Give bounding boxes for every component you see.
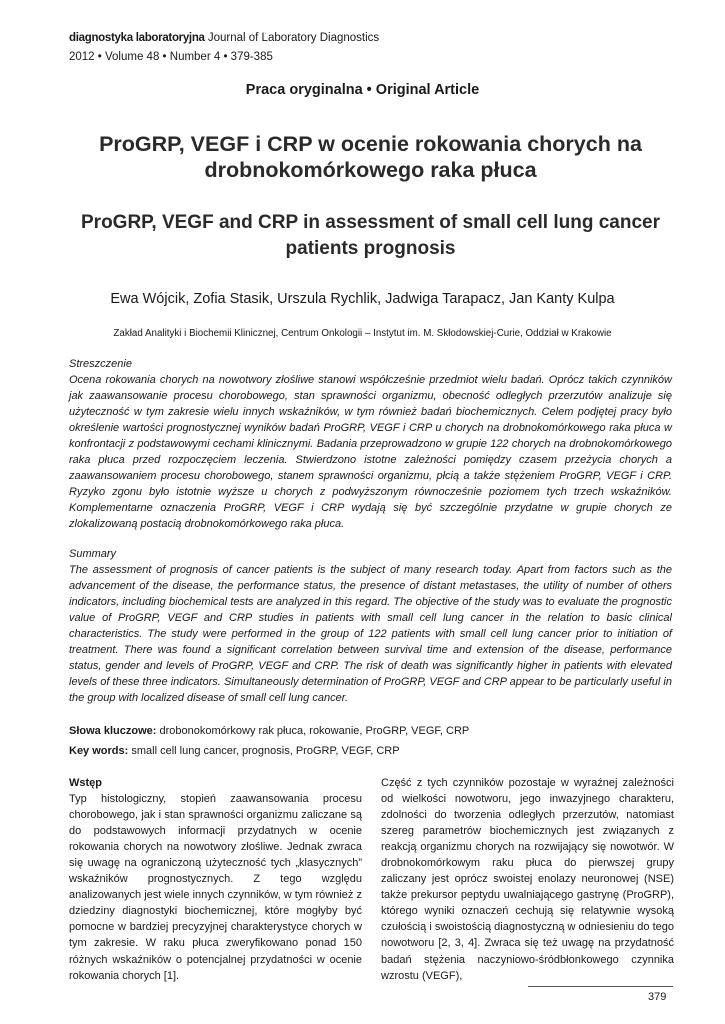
keywords-en-label: Key words: [69, 745, 129, 757]
body-text-right: Część z tych czynników pozostaje w wyraźnej zależności od wielkości nowotworu, jego inwazyjnego charakteru, zdolności do tworzenia odległych przerzutów, natomiast szereg parametrów biochemicznych jest związanych z reakcją organizmu chorych na rozwijający się nowotwór. W drobnokomórkowym raku płuca do pierwszej grupy zaliczany jest oprócz swoistej enolazy neuronowej (NSE) także prekursor peptydu uwalniającego gastrynę (ProGRP), którego wyniki oznaczeń cechują się relatywnie wysoką czułością i swoistością diagnostyczną w odniesieniu do tego nowotworu [2, 3, 4]. Zwraca się też uwagę na przydatność badań stężenia naczyniowo-śródbłonkowego czynnika wzrostu (VEGF), [381, 777, 674, 982]
abstract-pl-text: Ocena rokowania chorych na nowotwory złośliwe stanowi współcześnie przedmiot wielu badań. Oprócz takich czynników jak zaawansowanie procesu chorobowego, stan sprawności organizmu, obecność odległych przerzutów analizuje się użyteczność w tym zakresie wielu innych wskaźników, w tym również badań biochemicznych. Celem podjętej pracy było określenie wartości prognostycznej wyników badań ProGRP, VEGF i CRP u chorych na drobnokomórkowego raka płuca w konfrontacji z podstawowymi cechami klinicznymi. Badania przeprowadzono w grupie 122 chorych na drobnokomórkowego raka płuca przed rozpoczęciem leczenia. Stwierdzono istotne zależności pomiędzy czasem przeżycia chorych a zaawansowaniem procesu chorobowego, stanem sprawności organizmu, płcią a także stężeniem ProGRP, VEGF i CRP. Ryzyko zgonu było istotnie wyższe u chorych z podwyższonym równocześnie poziomem tych trzech wskaźników. Komplementarne oznaczenia ProGRP, VEGF i CRP wydają się być szczególnie przydatne w grupie chorych ze zlokalizowaną postacią drobnokomórkowego raka płuca. [69, 374, 672, 530]
body-column-left [69, 775, 362, 984]
page-number: 379 [648, 991, 667, 1003]
body-column-right [381, 775, 674, 984]
authors: Ewa Wójcik, Zofia Stasik, Urszula Rychlik, Jadwiga Tarapacz, Jan Kanty Kulpa [110, 291, 615, 307]
affiliation: Zakład Analityki i Biochemii Klinicznej, Centrum Onkologii – Instytut im. M. Skłodowskiej-Curie, Oddział w Krakowie [113, 328, 612, 339]
keywords-polish [69, 723, 672, 739]
keywords-pl-value: drobonokomórkowy rak płuca, rokowanie, ProGRP, VEGF, CRP [159, 725, 470, 737]
section-heading: Wstęp [69, 777, 102, 789]
title-polish: ProGRP, VEGF i CRP w ocenie rokowania chorych na drobnokomórkowego raka płuca [99, 132, 642, 182]
footer-rule [528, 986, 673, 987]
keywords-pl-label: Słowa kluczowe: [69, 725, 157, 737]
abstract-en-heading: Summary [69, 548, 117, 560]
journal-header [69, 30, 379, 47]
keywords-english [69, 743, 672, 759]
abstract-pl-heading: Streszczenie [69, 358, 132, 370]
abstract-en-text: The assessment of prognosis of cancer patients is the subject of many research today. Apart from factors such as the advancement of the disease, the performance status, the presence of distant metastases, the utility of number of others indicators, including biochemical tests are analyzed in this regard. The objective of the study was to evaluate the prognostic value of ProGRP, VEGF and CRP studies in patients with small cell lung cancer in the relation to basic clinical characteristics. The study were performed in the group of 122 patients with small cell lung cancer prior to initiation of treatment. There was found a significant correlation between survival time and extension of the disease, performance status, gender and levels of ProGRP, VEGF and CRP. The risk of death was significantly higher in patients with elevated levels of these three indicators. Simultaneously determination of ProGRP, VEGF and CRP appear to be particularly useful in the group with localized disease of small cell lung cancer. [69, 564, 672, 704]
journal-name: Journal of Laboratory Diagnostics [207, 32, 380, 44]
body-text-left: Typ histologiczny, stopień zaawansowania procesu chorobowego, jak i stan sprawności organizmu zaliczane są do podstawowych informacji przydatnych w ocenie rokowania chorych na nowotwory złośliwe. Jednak zwraca się uwagę na ograniczoną użyteczność tych „klasycznych” wskaźników prognostycznych. Z tego względu analizowanych jest wiele innych czynników, w tym również z dziedziny diagnostyki biochemicznej, które mogłyby być pomocne w bardziej precyzyjnej charakterystyce chorych w tym zakresie. W raku płuca zweryfikowano ponad 150 różnych wskaźników o potencjalnej przydatności w ocenie rokowania chorych [1]. [69, 793, 362, 982]
journal-meta: 2012 • Volume 48 • Number 4 • 379-385 [69, 51, 273, 63]
title-english: ProGRP, VEGF and CRP in assessment of small cell lung cancer patients prognosis [81, 212, 660, 259]
journal-brand: diagnostyka laboratoryjna [69, 32, 205, 44]
article-type: Praca oryginalna • Original Article [245, 82, 480, 98]
keywords-en-value: small cell lung cancer, prognosis, ProGRP, VEGF, CRP [131, 745, 400, 757]
